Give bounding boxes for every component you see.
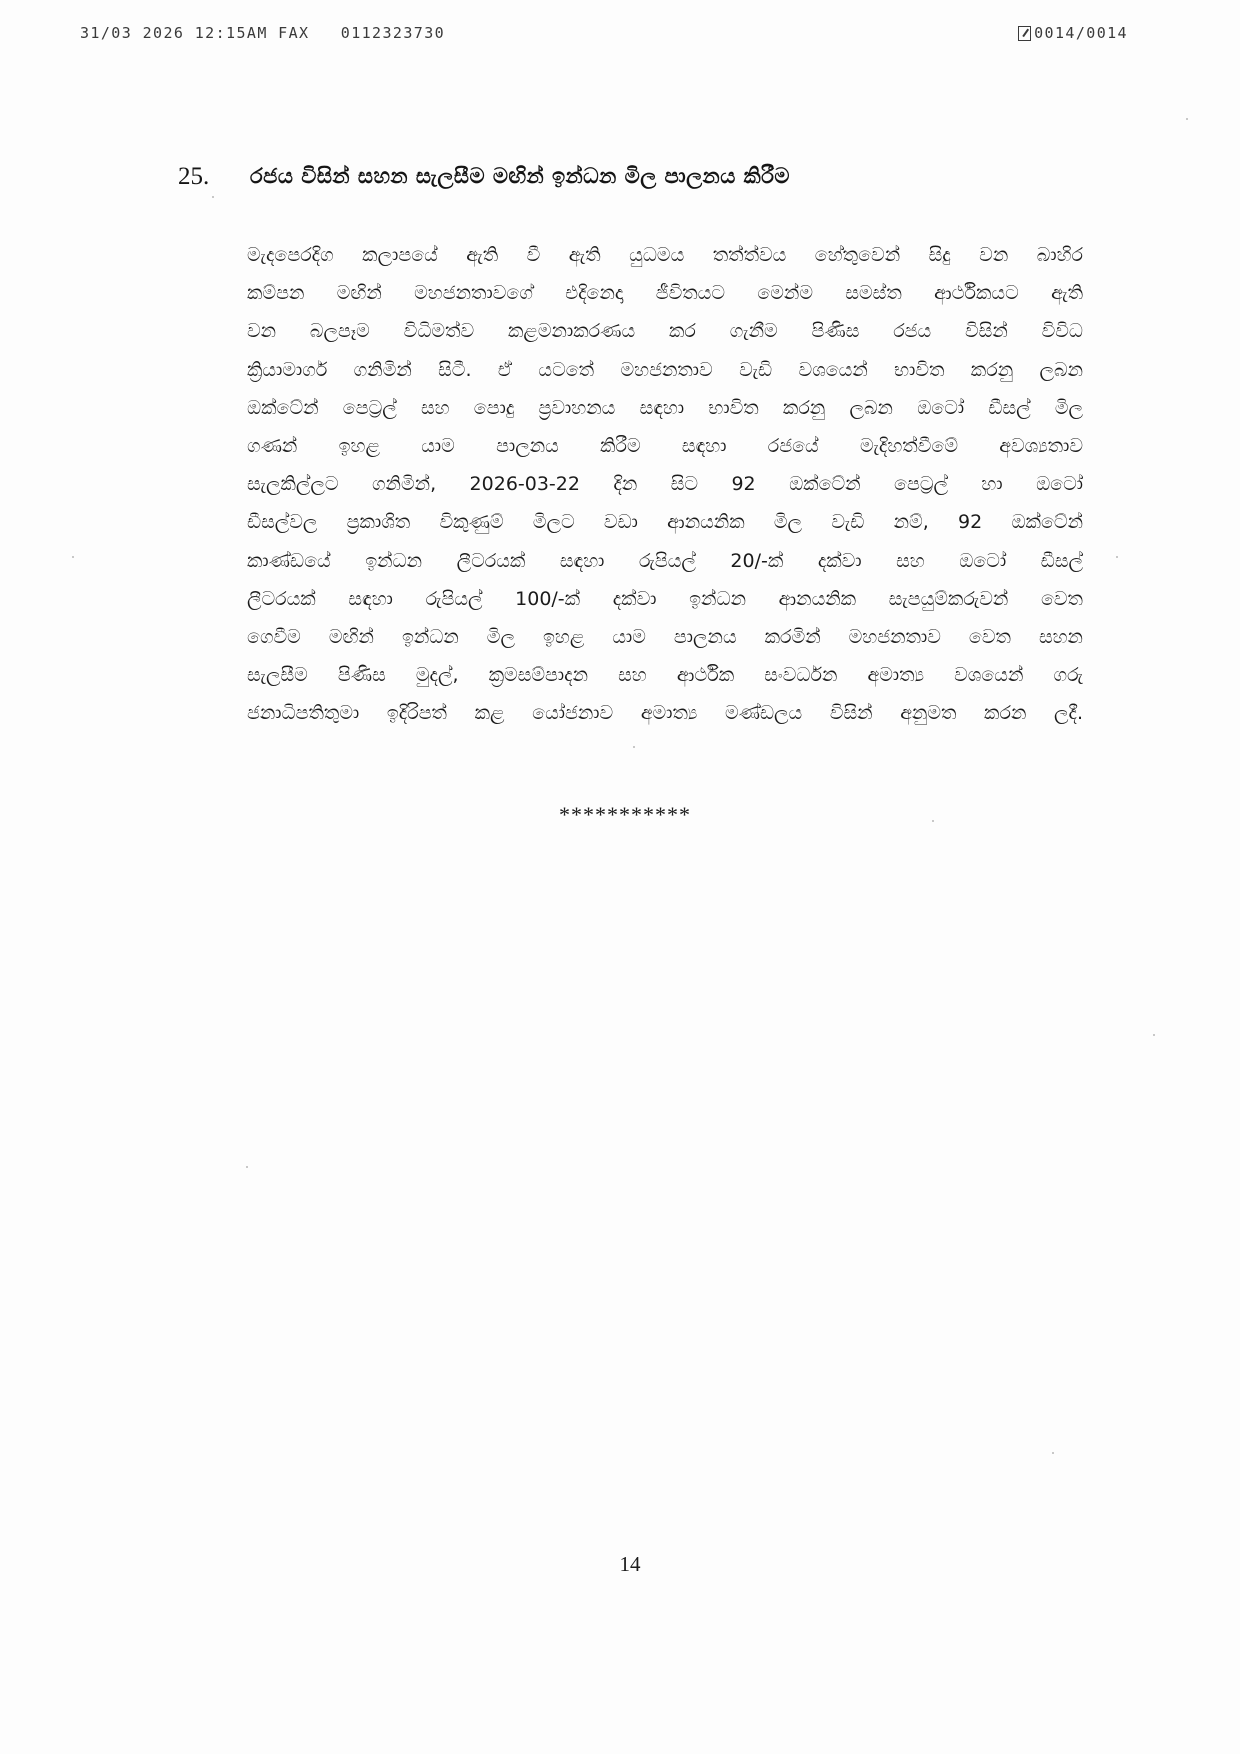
scan-speck xyxy=(246,1166,248,1168)
body-line: ඩීසල්වල ප්‍රකාශිත විකුණුම් මිලට වඩා ආනයනික මිල වැඩි නම්, 92 ඔක්ටේන් xyxy=(247,511,1083,534)
section-separator: *********** xyxy=(559,802,691,827)
scan-speck xyxy=(633,746,635,748)
fax-page-icon xyxy=(1018,26,1031,41)
body-line: සැලසීම පිණිස මුදල්, ක්‍රමසම්පාදන සහ ආර්ථික සංවර්ධන අමාත්‍ය වශයෙන් ගරු xyxy=(247,664,1083,687)
scan-speck xyxy=(932,820,934,822)
body-line: ක්‍රියාමාර්ග ගනිමින් සිටී. ඒ යටතේ මහජනතාව වැඩි වශයෙන් භාවිත කරනු ලබන xyxy=(247,358,1083,381)
body-line: ගණන් ඉහළ යාම පාලනය කිරීම සඳහා රජයේ මැදිහත්වීමේ අවශ්‍යතාව xyxy=(247,434,1083,457)
body-paragraph xyxy=(247,236,1083,732)
body-line: කම්පන මඟින් මහජනතාවගේ එදිනෙදා ජීවිතයට මෙන්ම සමස්ත ආර්ථිකයට ඇති xyxy=(247,282,1083,305)
body-line: ගෙවීම මඟින් ඉන්ධන මිල ඉහළ යාම පාලනය කරමින් මහජනතාව වෙත සහන xyxy=(247,625,1083,648)
body-line: සැලකිල්ලට ගනිමින්, 2026-03-22 දින සිට 92 ඔක්ටේන් පෙට්‍රල් හා ඔටෝ xyxy=(247,473,1083,496)
fax-header xyxy=(80,24,1128,48)
scan-speck xyxy=(72,556,74,558)
body-line: කාණ්ඩයේ ඉන්ධන ලීටරයක් සඳහා රුපියල් 20/-ක් දක්වා සහ ඔටෝ ඩීසල් xyxy=(247,549,1083,572)
body-line: ජනාධිපතිතුමා ඉදිරිපත් කළ යෝජනාව අමාත්‍ය මණ්ඩලය විසින් අනුමත කරන ලදී. xyxy=(247,702,1083,725)
body-line: ඔක්ටේන් පෙට්‍රල් සහ පොදු ප්‍රවාහනය සඳහා භාවිත කරනු ලබන ඔටෝ ඩීසල් මිල xyxy=(247,396,1083,419)
body-line: මැදපෙරදිග කලාපයේ ඇති වී ඇති යුධමය තත්ත්වය හේතුවෙන් සිදු වන බාහිර xyxy=(247,244,1083,266)
body-line: ලීටරයක් සඳහා රුපියල් 100/-ක් දක්වා ඉන්ධන ආනයනික සැපයුම්කරුවන් වෙත xyxy=(247,587,1083,610)
fax-page-counter xyxy=(1018,24,1128,42)
fax-page-count-text: 0014/0014 xyxy=(1034,24,1128,42)
section-title: රජය විසින් සහන සැලසීම මඟින් ඉන්ධන මිල පාලනය කිරීම xyxy=(250,164,790,188)
scan-speck xyxy=(1116,556,1118,558)
scan-speck xyxy=(1186,118,1188,120)
body-line: වන බලපෑම විධිමත්ව කළමනාකරණය කර ගැනීම පිණිස රජය විසින් විවිධ xyxy=(247,320,1083,343)
section-number: 25. xyxy=(178,163,210,190)
scan-speck xyxy=(1153,1034,1155,1036)
fax-transmission-info: 31/03 2026 12:15AM FAX 0112323730 xyxy=(80,24,446,42)
scan-speck xyxy=(1052,1452,1054,1454)
section-heading xyxy=(178,163,1078,197)
page-number: 14 xyxy=(619,1552,641,1576)
scan-speck xyxy=(212,196,214,198)
